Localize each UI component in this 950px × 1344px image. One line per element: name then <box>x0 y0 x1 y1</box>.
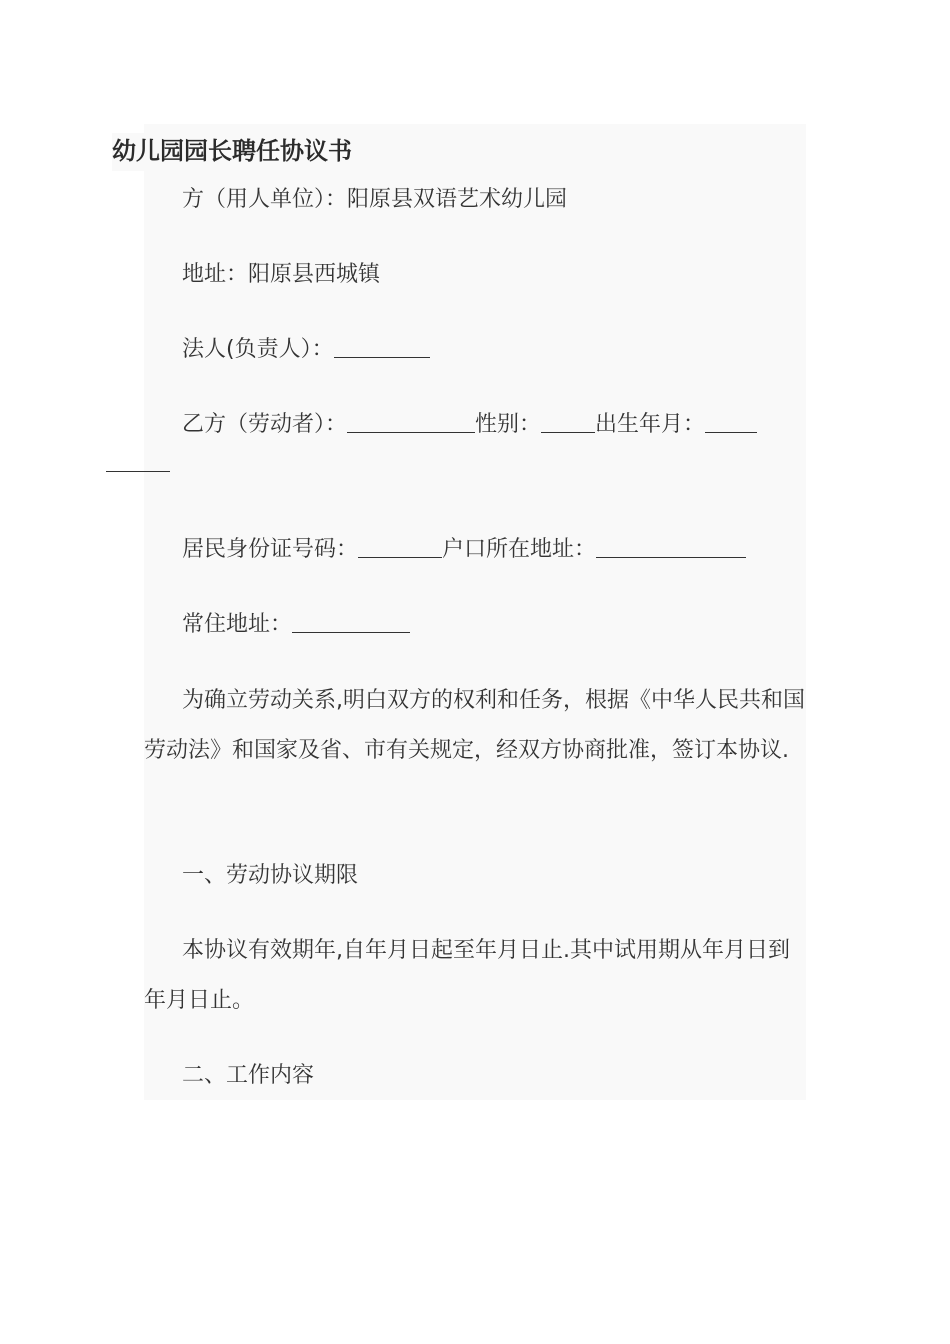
residence-line <box>144 600 806 650</box>
gender-blank[interactable] <box>541 406 595 433</box>
hukou-blank[interactable] <box>596 531 746 558</box>
document-title: 幼儿园园长聘任协议书 <box>112 133 370 171</box>
residence-blank[interactable] <box>292 606 410 633</box>
id-label: 居民身份证号码： <box>182 537 359 562</box>
party-b-line <box>144 400 806 472</box>
section-2-heading: 二、工作内容 <box>182 1063 315 1088</box>
birth-blank[interactable] <box>705 406 757 433</box>
legal-rep-label: 法人(负责人）： <box>182 337 334 362</box>
gender-label: 性别： <box>475 412 542 437</box>
intro-paragraph: 为确立劳动关系,明白双方的权利和任务，根据《中华人民共和国劳动法》和国家及省、市有关规定，经双方协商批准，签订本协议. <box>144 688 805 763</box>
address-line: 地址：阳原县西城镇 <box>182 262 381 287</box>
id-number-blank[interactable] <box>358 531 442 558</box>
legal-rep-line <box>144 325 806 375</box>
id-hukou-line <box>144 525 806 575</box>
birth-blank-continued[interactable] <box>106 449 170 472</box>
party-b-label: 乙方（劳动者）： <box>182 412 348 437</box>
hukou-label: 户口所在地址： <box>442 537 597 562</box>
residence-label: 常住地址： <box>182 612 293 637</box>
party-b-name-blank[interactable] <box>347 406 475 433</box>
section-1-heading: 一、劳动协议期限 <box>182 863 359 888</box>
legal-rep-blank[interactable] <box>334 331 430 358</box>
birth-label: 出生年月： <box>595 412 706 437</box>
party-a-line: 方（用人单位）：阳原县双语艺术幼儿园 <box>182 187 568 212</box>
section-1-body: 本协议有效期年,自年月日起至年月日止.其中试用期从年月日到年月日止。 <box>144 938 790 1013</box>
